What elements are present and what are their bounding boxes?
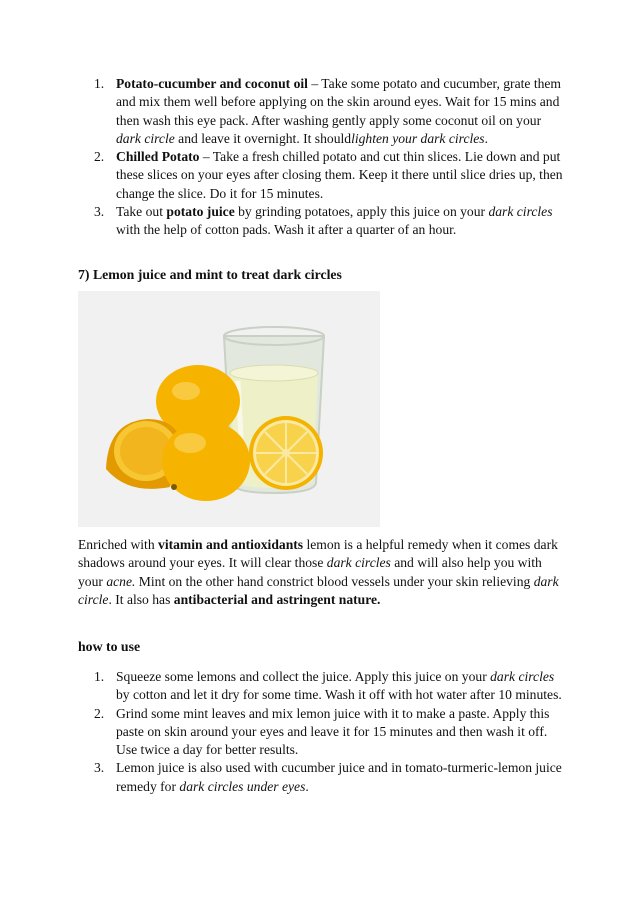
list-item: 3. Take out potato juice by grinding potatoes, apply this juice on your dark circles with the help of cotton pads. Wash it after a quarter of an hour. [94, 204, 553, 238]
list-number: 3. [94, 204, 105, 220]
lemon-paragraph: Enriched with vitamin and antioxidants lemon is a helpful remedy when it comes dark shadows around your eyes. It will clear those dark circles and will also help you with your acne. Mint on the other hand constrict blood vessels under your skin relieving dark circle. It also has antibacterial and astringent nature. [78, 537, 559, 607]
list-number: 2. [94, 705, 105, 721]
list-number: 1. [94, 669, 105, 684]
lemon-juice-photo [78, 291, 380, 527]
how-to-use-heading: how to use [78, 639, 141, 654]
list-item: 2. Chilled Potato – Take a fresh chilled potato and cut thin slices. Lie down and put these slices on your eyes after closing them. Keep it there until slice dries up, then change the slice. Do it for 15 minutes. [94, 149, 563, 201]
list-item: 1. Potato-cucumber and coconut oil – Take some potato and cucumber, grate them and mix them well before applying on the skin around eyes. Wait for 15 mins and then wash this eye pack. After washing gently apply some coconut oil on your dark circle and leave it overnight. It shouldlighten your dark circles. [94, 76, 562, 146]
list-number: 1. [94, 76, 105, 91]
remedy-title: Chilled Potato [116, 149, 200, 165]
list-item: 2. Grind some mint leaves and mix lemon juice with it to make a paste. Apply this paste on skin around your eyes and leave it for 15 minutes and then wash it off. Use twice a day for better results. [94, 705, 550, 758]
list-number: 2. [94, 149, 105, 165]
lemon-juice-illustration [78, 291, 380, 527]
remedy-title: potato juice [166, 204, 235, 220]
list-item: 3. Lemon juice is also used with cucumber juice and in tomato-turmeric-lemon juice remedy for dark circles under eyes. [94, 760, 562, 794]
list-item: 1. Squeeze some lemons and collect the juice. Apply this juice on your dark circles by cotton and let it dry for some time. Wash it off with hot water after 10 minutes. [94, 669, 562, 703]
lemon-remedies-list [94, 668, 566, 796]
remedy-title: Potato-cucumber and coconut oil [116, 76, 308, 91]
section-heading: 7) Lemon juice and mint to treat dark circles [78, 267, 342, 282]
lemon-icon [162, 421, 250, 501]
list-number: 3. [94, 760, 105, 776]
potato-remedies-list [94, 75, 566, 240]
lemon-slice-icon [249, 416, 323, 490]
